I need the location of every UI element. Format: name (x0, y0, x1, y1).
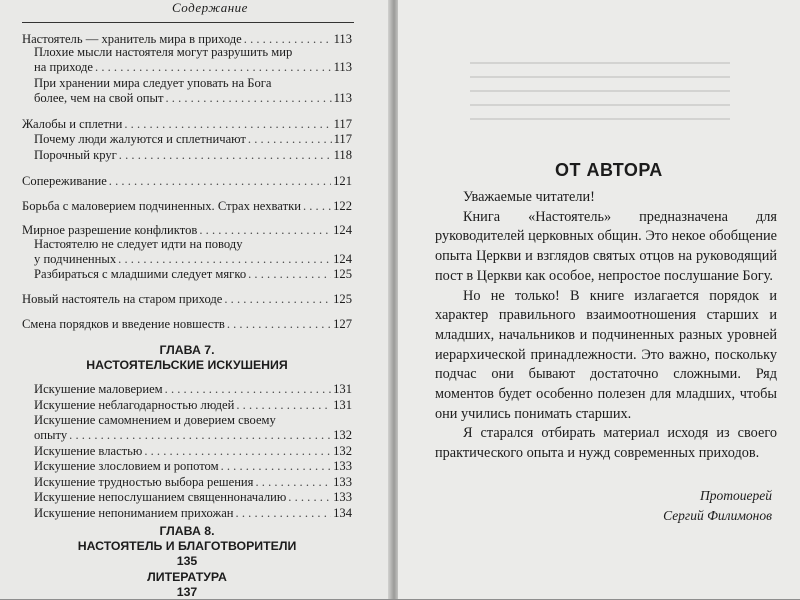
section-title: ОТ АВТОРА (555, 160, 663, 180)
toc-entry: Борьба с маловерием подчиненных. Страх нехватки . . . 122 (22, 198, 352, 215)
preface-text (435, 188, 777, 464)
toc-entry-continuation: более, чем на свой опыт . . . 113 (34, 90, 352, 107)
toc-entry: Настоятелю не следует идти на поводу (34, 237, 243, 251)
toc-entry: Искушение неблагодарностью людей . . . 131 (34, 397, 352, 414)
toc-entry: Искушение непониманием прихожан . . . 134 (34, 505, 352, 522)
toc-entry: Смена порядков и введение новшеств . . . 127 (22, 316, 352, 333)
toc-entry: Плохие мысли настоятеля могут разрушить мир (34, 45, 293, 59)
signature-rank: Протоиерей (700, 488, 772, 503)
toc-entry: Жалобы и сплетни . . . 117 (22, 116, 352, 133)
paragraph: Но не только! В книге излагается порядок и характер правильного взаимоотношения старших и младших, начальников и подчиненных разных уровней иерархической принадлежности. Это важно, поскольку подчас они бывают достаточно сложными. Ряд моментов будет особенно полезен для младших, чтобы они учились понимать старших. (435, 287, 777, 422)
toc-entry: Порочный круг . . . 118 (34, 147, 352, 164)
literature-page: 137 (176, 585, 198, 599)
show-through-text (470, 62, 730, 122)
chapter-8-page: 135 (176, 554, 198, 568)
header-rule (22, 22, 354, 23)
toc-entry: Искушение злословием и ропотом . . . 133 (34, 458, 352, 475)
toc-entry: Мирное разрешение конфликтов . . . 124 (22, 222, 352, 239)
chapter-7-label: ГЛАВА 7. (159, 343, 215, 357)
toc-entry: Сопереживание . . . 121 (22, 173, 352, 190)
toc-entry-continuation: у подчиненных . . . 124 (34, 251, 352, 268)
toc-entry: Искушение маловерием . . . 131 (34, 381, 352, 398)
left-page (0, 0, 392, 599)
toc-entry: Искушение самомнением и доверием своему (34, 413, 276, 427)
toc-entry: Искушение трудностью выбора решения . . . 133 (34, 474, 352, 491)
running-head: Содержание (172, 0, 248, 15)
paragraph: Я старался отбирать материал исходя из своего практического опыта и нужд современных приходов. (435, 425, 777, 462)
paragraph: Книга «Настоятель» предназначена для руководителей церковных общин. Это некое обобщение опыта Церкви и взглядов святых отцов на руководящий пост в Церкви как особое, непростое послушание Богу. (435, 208, 777, 284)
toc-entry: Почему люди жалуются и сплетничают . . . 117 (34, 131, 352, 148)
toc-entry: Искушение непослушанием священноначалию . . . 133 (34, 489, 352, 506)
toc-entry-continuation: на приходе . . . 113 (34, 59, 352, 76)
toc-entry-continuation: опыту . . . 132 (34, 427, 352, 444)
toc-entry: Настоятель — хранитель мира в приходе . . . 113 (22, 31, 352, 48)
chapter-8-label: ГЛАВА 8. (159, 524, 215, 538)
chapter-7-title: НАСТОЯТЕЛЬСКИЕ ИСКУШЕНИЯ (86, 358, 288, 372)
toc-entry: Разбираться с младшими следует мягко . . . 125 (34, 266, 352, 283)
literature-title: ЛИТЕРАТУРА (147, 570, 227, 584)
signature-name: Сергий Филимонов (663, 508, 772, 523)
toc-entry: Искушение властью . . . 132 (34, 443, 352, 460)
salutation: Уважаемые читатели! (463, 189, 595, 205)
chapter-8-title: НАСТОЯТЕЛЬ И БЛАГОТВОРИТЕЛИ (77, 539, 297, 553)
toc-entry: При хранении мира следует уповать на Бога (34, 76, 272, 90)
toc-entry: Новый настоятель на старом приходе . . . 125 (22, 291, 352, 308)
